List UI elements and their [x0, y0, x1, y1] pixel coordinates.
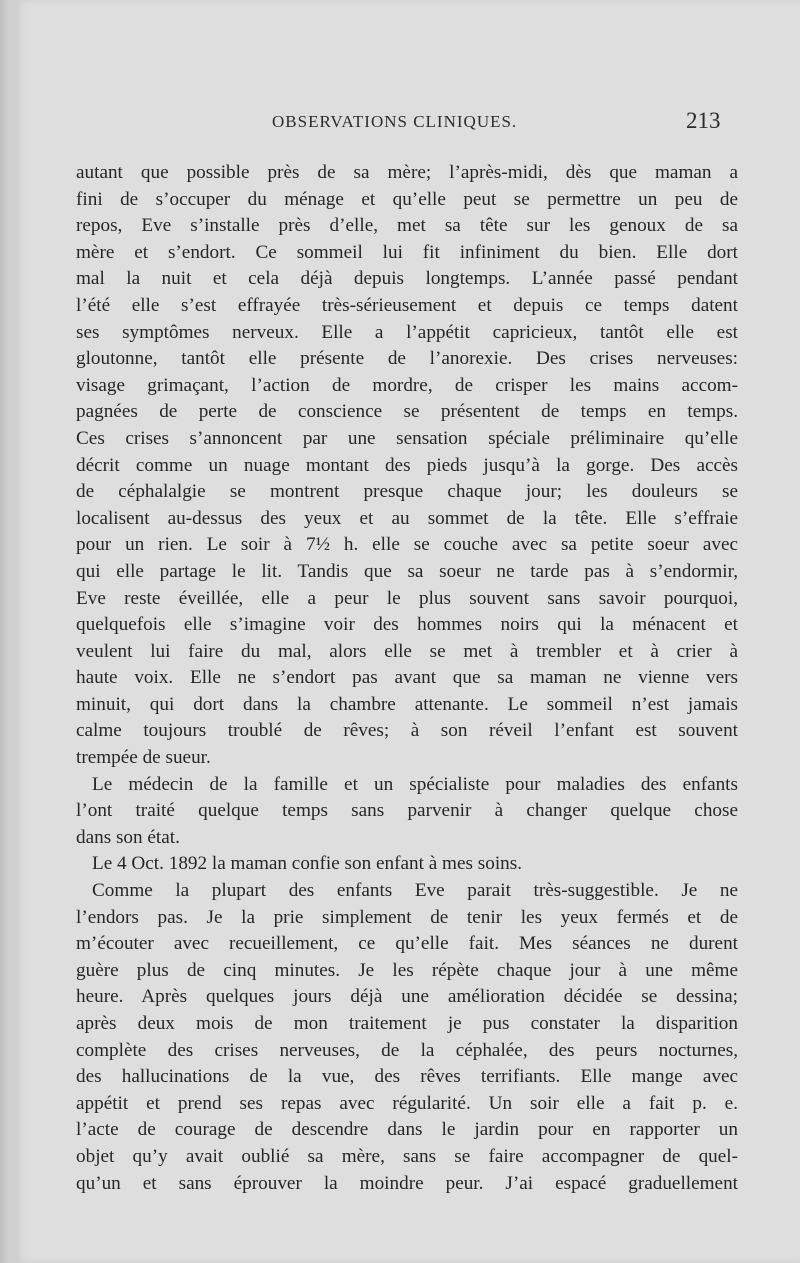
text-line: pagnées de perte de conscience se présentent de temps en temps. [76, 401, 738, 423]
text-line: objet qu’y avait oublié sa mère, sans se faire accompagner de quel- [76, 1145, 738, 1167]
text-line: trempée de sueur. [76, 747, 211, 769]
text-line: guère plus de cinq minutes. Je les répète chaque jour à une même [76, 959, 738, 981]
paragraph-3 [76, 851, 738, 878]
paragraph-4 [76, 878, 738, 1197]
text-line: Ces crises s’annoncent par une sensation spéciale préliminaire qu’elle [76, 427, 738, 449]
text-line: mal la nuit et cela déjà depuis longtemps. L’année passé pendant [76, 268, 738, 290]
text-line: pour un rien. Le soir à 7½ h. elle se couche avec sa petite soeur avec [76, 534, 738, 556]
book-page [14, 0, 800, 1263]
page-number: 213 [686, 108, 721, 133]
text-line: appétit et prend ses repas avec régularité. Un soir elle a fait p. e. [76, 1092, 738, 1114]
text-line: l’endors pas. Je la prie simplement de tenir les yeux fermés et de [76, 906, 738, 928]
running-title: OBSERVATIONS CLINIQUES. [272, 112, 518, 131]
paragraph-2 [76, 772, 738, 852]
text-line: après deux mois de mon traitement je pus constater la disparition [76, 1013, 738, 1034]
text-line: l’acte de courage de descendre dans le jardin pour en rapporter un [76, 1119, 738, 1141]
text-line: Le médecin de la famille et un spécialiste pour maladies des enfants [92, 773, 738, 795]
text-line: ses symptômes nerveux. Elle a l’appétit capricieux, tantôt elle est [76, 321, 738, 343]
text-line: veulent lui faire du mal, alors elle se met à trembler et à crier à [76, 640, 738, 662]
text-line: quelquefois elle s’imagine voir des hommes noirs qui la ménacent et [76, 614, 738, 636]
text-line: calme toujours troublé de rêves; à son réveil l’enfant est souvent [76, 720, 738, 742]
text-line: Le 4 Oct. 1892 la maman confie son enfant à mes soins. [92, 853, 523, 875]
text-line: haute voix. Elle ne s’endort pas avant que sa maman ne vienne vers [76, 667, 738, 689]
text-line: mère et s’endort. Ce sommeil lui fit infiniment du bien. Elle dort [76, 241, 738, 263]
text-line: Eve reste éveillée, elle a peur le plus souvent sans savoir pourquoi, [76, 587, 738, 609]
text-line: dans son état. [76, 826, 180, 848]
text-line: décrit comme un nuage montant des pieds jusqu’à la gorge. Des accès [76, 454, 738, 476]
text-line: localisent au-dessus des yeux et au sommet de la tête. Elle s’effraie [76, 507, 738, 529]
text-line: qu’un et sans éprouver la moindre peur. J’ai espacé graduellement [76, 1172, 738, 1194]
text-line: qui elle partage le lit. Tandis que sa soeur ne tarde pas à s’endormir, [76, 560, 738, 582]
text-line: visage grimaçant, l’action de mordre, de crisper les mains accom- [76, 374, 738, 396]
text-line: l’été elle s’est effrayée très-sérieusement et depuis ce temps datent [76, 294, 738, 316]
text-line: m’écouter avec recueillement, ce qu’elle fait. Mes séances ne durent [76, 933, 738, 955]
text-line: l’ont traité quelque temps sans parvenir à changer quelque chose [76, 800, 738, 822]
text-line: fini de s’occuper du ménage et qu’elle peut se permettre un peu de [76, 188, 738, 210]
text-line: autant que possible près de sa mère; l’après-midi, dès que maman a [76, 162, 738, 183]
text-line: des hallucinations de la vue, des rêves terrifiants. Elle mange avec [76, 1066, 738, 1088]
text-line: repos, Eve s’installe près d’elle, met sa tête sur les genoux de sa [76, 215, 738, 237]
text-line: minuit, qui dort dans la chambre attenante. Le sommeil n’est jamais [76, 693, 738, 715]
page-header [14, 106, 800, 146]
text-line: gloutonne, tantôt elle présente de l’anorexie. Des crises nerveuses: [76, 348, 738, 370]
text-line: de céphalalgie se montrent presque chaque jour; les douleurs se [76, 481, 738, 503]
text-line: Comme la plupart des enfants Eve parait très-suggestible. Je ne [92, 880, 738, 902]
body-text [76, 160, 738, 1197]
text-line: heure. Après quelques jours déjà une amélioration décidée se dessina; [76, 986, 738, 1008]
paragraph-1 [76, 160, 738, 772]
text-line: complète des crises nerveuses, de la céphalée, des peurs nocturnes, [76, 1039, 738, 1061]
